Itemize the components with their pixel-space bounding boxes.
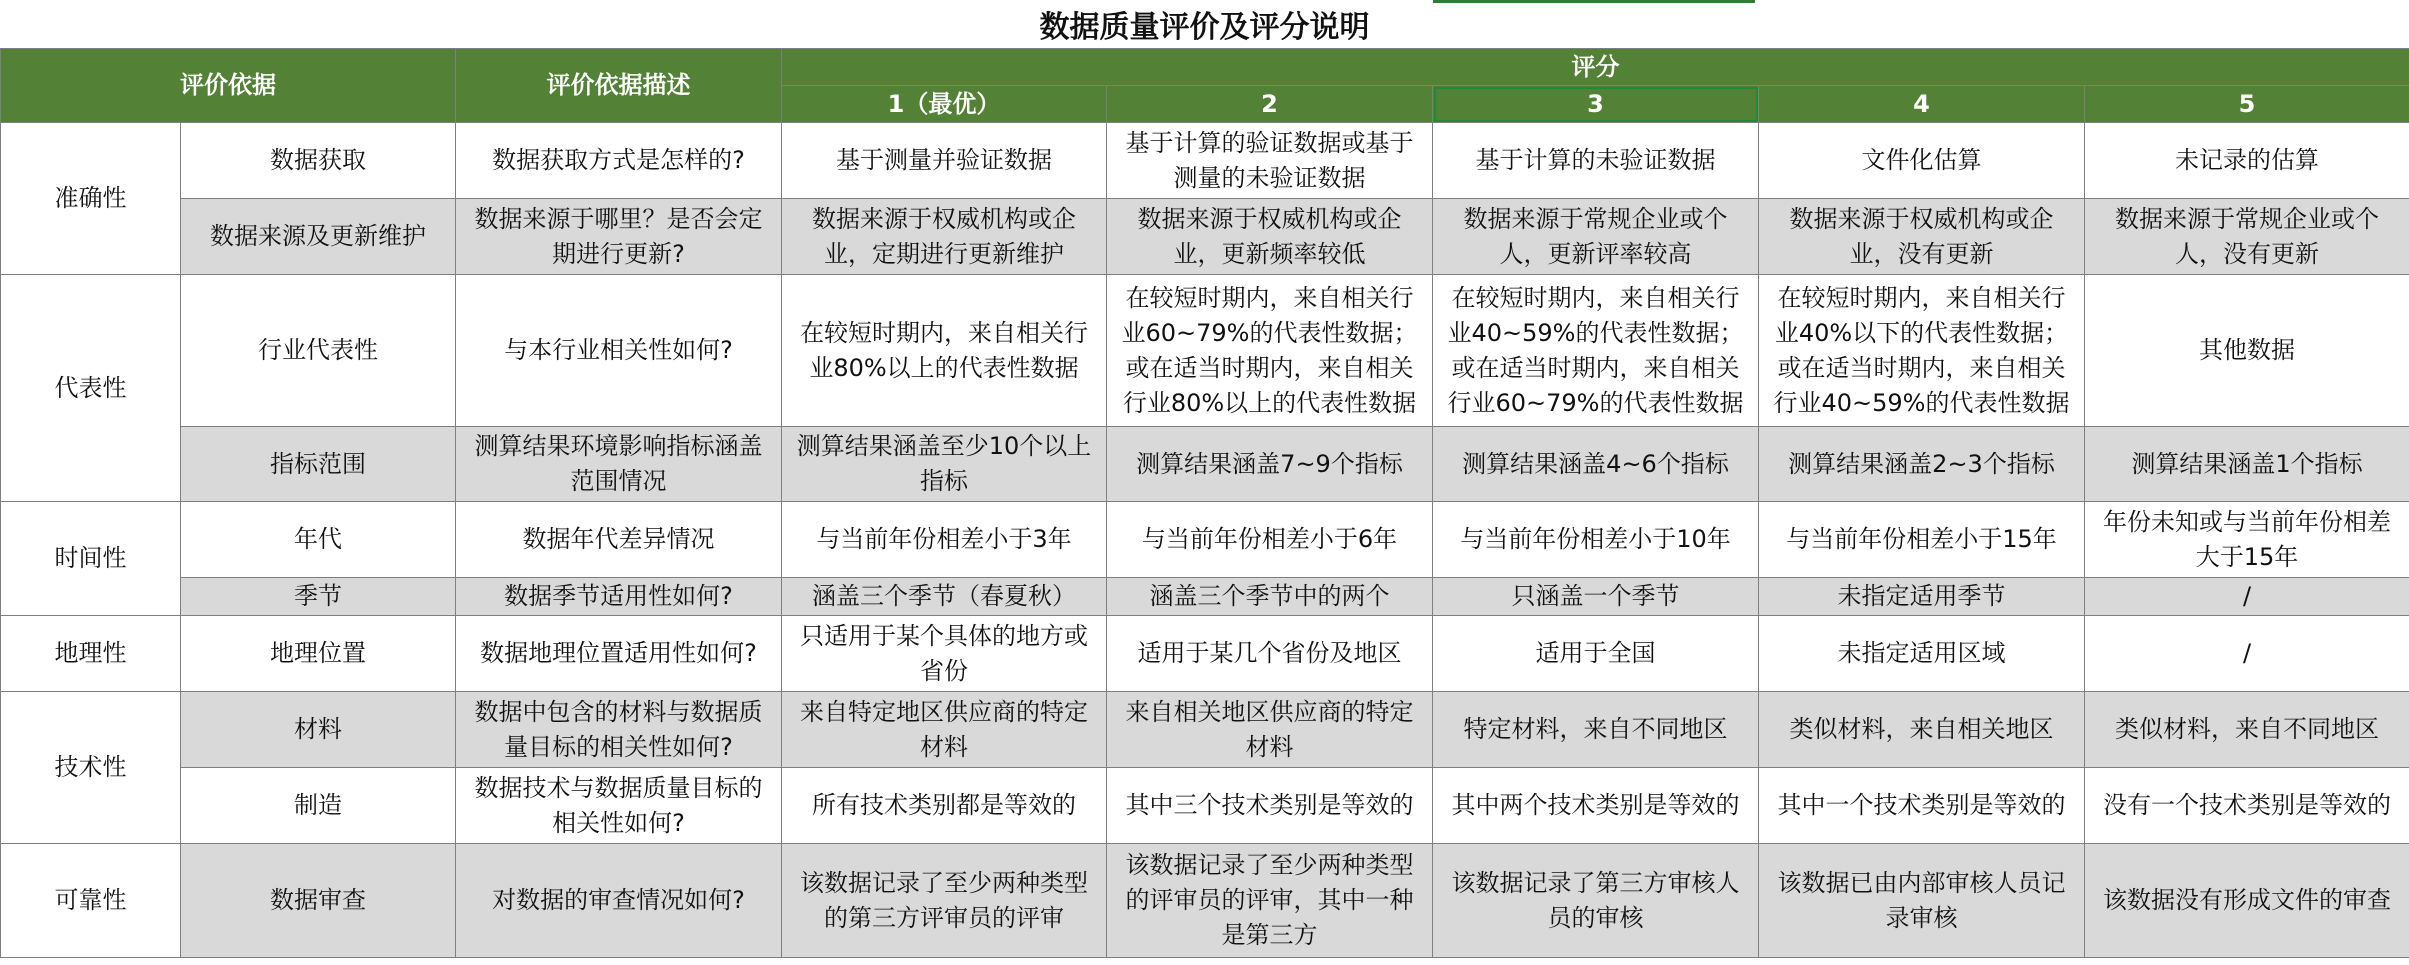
score-cell[interactable]: 其中两个技术类别是等效的: [1433, 768, 1759, 844]
score-cell[interactable]: 未指定适用季节: [1759, 578, 2085, 616]
description-cell[interactable]: 数据来源于哪里？是否会定期进行更新?: [456, 199, 782, 275]
category-reliability[interactable]: 可靠性: [1, 844, 181, 958]
score-cell[interactable]: 来自特定地区供应商的特定材料: [782, 692, 1107, 768]
score-cell[interactable]: 只适用于某个具体的地方或省份: [782, 616, 1107, 692]
quality-table: [0, 48, 2409, 958]
score-cell[interactable]: 基于计算的未验证数据: [1433, 123, 1759, 199]
header-level-4[interactable]: 4: [1759, 86, 2085, 123]
description-cell[interactable]: 数据年代差异情况: [456, 502, 782, 578]
criterion-cell[interactable]: 年代: [181, 502, 456, 578]
score-cell[interactable]: 涵盖三个季节（春夏秋）: [782, 578, 1107, 616]
score-cell[interactable]: 来自相关地区供应商的特定材料: [1107, 692, 1433, 768]
score-cell[interactable]: 数据来源于权威机构或企业，更新频率较低: [1107, 199, 1433, 275]
score-cell[interactable]: 该数据记录了第三方审核人员的审核: [1433, 844, 1759, 958]
description-cell[interactable]: 数据获取方式是怎样的?: [456, 123, 782, 199]
score-cell[interactable]: 没有一个技术类别是等效的: [2085, 768, 2409, 844]
score-cell[interactable]: 在较短时期内，来自相关行业60~79%的代表性数据；或在适当时期内，来自相关行业80%以上的代表性数据: [1107, 275, 1433, 427]
sheet-title: 数据质量评价及评分说明: [1039, 10, 1370, 45]
score-cell[interactable]: 类似材料，来自不同地区: [2085, 692, 2409, 768]
header-basis[interactable]: 评价依据: [1, 49, 456, 123]
category-accuracy[interactable]: 准确性: [1, 123, 181, 275]
score-cell[interactable]: 该数据已由内部审核人员记录审核: [1759, 844, 2085, 958]
score-cell[interactable]: 未记录的估算: [2085, 123, 2409, 199]
table-row: [1, 199, 2409, 275]
score-cell[interactable]: 所有技术类别都是等效的: [782, 768, 1107, 844]
score-cell[interactable]: 测算结果涵盖7~9个指标: [1107, 427, 1433, 502]
table-row: [1, 502, 2409, 578]
header-level-2[interactable]: 2: [1107, 86, 1433, 123]
table-row: [1, 768, 2409, 844]
description-cell[interactable]: 数据季节适用性如何?: [456, 578, 782, 616]
criterion-cell[interactable]: 季节: [181, 578, 456, 616]
score-cell[interactable]: 年份未知或与当前年份相差大于15年: [2085, 502, 2409, 578]
header-score[interactable]: 评分: [782, 49, 2409, 86]
table-row: [1, 123, 2409, 199]
score-cell[interactable]: 该数据没有形成文件的审查: [2085, 844, 2409, 958]
criterion-cell[interactable]: 数据获取: [181, 123, 456, 199]
score-cell[interactable]: 其中三个技术类别是等效的: [1107, 768, 1433, 844]
score-cell[interactable]: 类似材料，来自相关地区: [1759, 692, 2085, 768]
score-cell[interactable]: 基于计算的验证数据或基于测量的未验证数据: [1107, 123, 1433, 199]
criterion-cell[interactable]: 制造: [181, 768, 456, 844]
score-cell[interactable]: 与当前年份相差小于6年: [1107, 502, 1433, 578]
score-cell[interactable]: 与当前年份相差小于15年: [1759, 502, 2085, 578]
selection-indicator: [1433, 0, 1755, 3]
criterion-cell[interactable]: 数据来源及更新维护: [181, 199, 456, 275]
score-cell[interactable]: 涵盖三个季节中的两个: [1107, 578, 1433, 616]
score-cell[interactable]: 数据来源于权威机构或企业，定期进行更新维护: [782, 199, 1107, 275]
description-cell[interactable]: 数据地理位置适用性如何?: [456, 616, 782, 692]
score-cell[interactable]: 基于测量并验证数据: [782, 123, 1107, 199]
score-cell[interactable]: 只涵盖一个季节: [1433, 578, 1759, 616]
score-cell[interactable]: 测算结果涵盖2~3个指标: [1759, 427, 2085, 502]
score-cell[interactable]: 其中一个技术类别是等效的: [1759, 768, 2085, 844]
score-cell[interactable]: /: [2085, 616, 2409, 692]
score-cell[interactable]: 测算结果涵盖1个指标: [2085, 427, 2409, 502]
score-cell[interactable]: 测算结果涵盖至少10个以上指标: [782, 427, 1107, 502]
header-description[interactable]: 评价依据描述: [456, 49, 782, 123]
category-technology[interactable]: 技术性: [1, 692, 181, 844]
score-cell[interactable]: 文件化估算: [1759, 123, 2085, 199]
criterion-cell[interactable]: 地理位置: [181, 616, 456, 692]
score-cell[interactable]: 适用于某几个省份及地区: [1107, 616, 1433, 692]
score-cell[interactable]: 在较短时期内，来自相关行业40%以下的代表性数据；或在适当时期内，来自相关行业40~59%的代表性数据: [1759, 275, 2085, 427]
category-time[interactable]: 时间性: [1, 502, 181, 616]
score-cell[interactable]: 适用于全国: [1433, 616, 1759, 692]
score-cell[interactable]: 在较短时期内，来自相关行业80%以上的代表性数据: [782, 275, 1107, 427]
description-cell[interactable]: 与本行业相关性如何?: [456, 275, 782, 427]
score-cell[interactable]: 数据来源于权威机构或企业，没有更新: [1759, 199, 2085, 275]
header-level-3[interactable]: 3: [1433, 86, 1759, 123]
table-row: [1, 692, 2409, 768]
score-cell[interactable]: 数据来源于常规企业或个人，没有更新: [2085, 199, 2409, 275]
category-geography[interactable]: 地理性: [1, 616, 181, 692]
category-representativeness[interactable]: 代表性: [1, 275, 181, 502]
score-cell[interactable]: 其他数据: [2085, 275, 2409, 427]
criterion-cell[interactable]: 行业代表性: [181, 275, 456, 427]
score-cell[interactable]: /: [2085, 578, 2409, 616]
criterion-cell[interactable]: 数据审查: [181, 844, 456, 958]
score-cell[interactable]: 该数据记录了至少两种类型的评审员的评审，其中一种是第三方: [1107, 844, 1433, 958]
table-row: [1, 427, 2409, 502]
score-cell[interactable]: 该数据记录了至少两种类型的第三方评审员的评审: [782, 844, 1107, 958]
table-row: [1, 616, 2409, 692]
score-cell[interactable]: 与当前年份相差小于3年: [782, 502, 1107, 578]
description-cell[interactable]: 对数据的审查情况如何?: [456, 844, 782, 958]
table-row: [1, 578, 2409, 616]
description-cell[interactable]: 数据技术与数据质量目标的相关性如何?: [456, 768, 782, 844]
score-cell[interactable]: 与当前年份相差小于10年: [1433, 502, 1759, 578]
table-row: [1, 844, 2409, 958]
score-cell[interactable]: 未指定适用区域: [1759, 616, 2085, 692]
table-row: [1, 275, 2409, 427]
score-cell[interactable]: 在较短时期内，来自相关行业40~59%的代表性数据；或在适当时期内，来自相关行业60~79%的代表性数据: [1433, 275, 1759, 427]
header-level-5[interactable]: 5: [2085, 86, 2409, 123]
score-cell[interactable]: 数据来源于常规企业或个人，更新评率较高: [1433, 199, 1759, 275]
header-level-1[interactable]: 1（最优）: [782, 86, 1107, 123]
score-cell[interactable]: 特定材料，来自不同地区: [1433, 692, 1759, 768]
criterion-cell[interactable]: 指标范围: [181, 427, 456, 502]
description-cell[interactable]: 数据中包含的材料与数据质量目标的相关性如何?: [456, 692, 782, 768]
score-cell[interactable]: 测算结果涵盖4~6个指标: [1433, 427, 1759, 502]
criterion-cell[interactable]: 材料: [181, 692, 456, 768]
description-cell[interactable]: 测算结果环境影响指标涵盖范围情况: [456, 427, 782, 502]
